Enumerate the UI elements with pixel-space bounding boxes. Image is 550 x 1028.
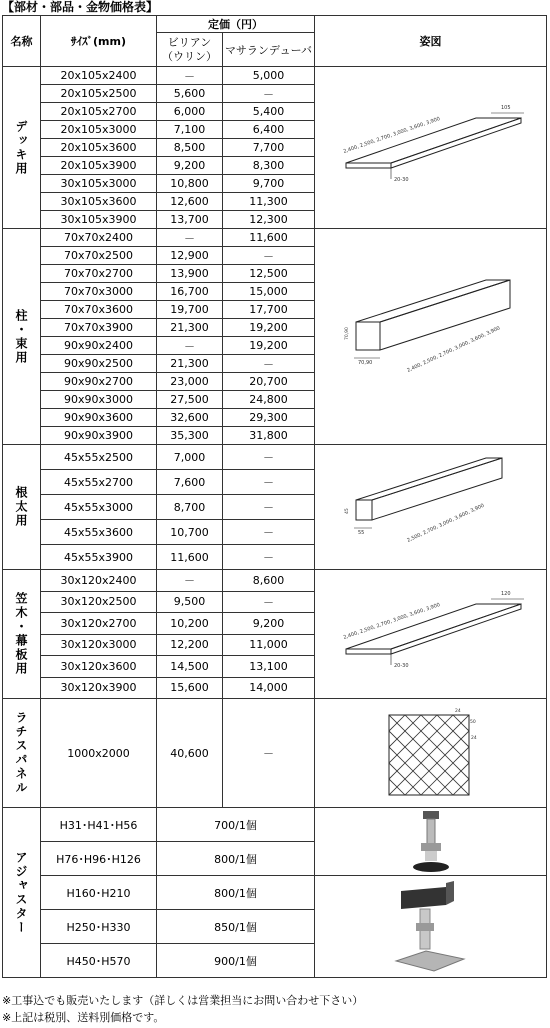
thickness-label: 20-30	[393, 176, 409, 183]
lattice-slats	[381, 715, 481, 795]
figure-cell	[315, 229, 547, 445]
size-cell: 30x105x3000	[41, 175, 157, 193]
adjuster-base	[413, 862, 449, 872]
size-cell: 70x70x3600	[41, 301, 157, 319]
dim-label-1: 24	[454, 709, 461, 714]
header-col-a-line1: ビリアン	[167, 35, 212, 49]
price-ulin-cell: 21,300	[157, 355, 223, 373]
group-name: 笠木・幕板用	[14, 592, 28, 676]
table-row	[3, 229, 547, 247]
dim-label-2: 50	[469, 720, 476, 725]
header-col-b: マサランデューバ	[223, 33, 315, 67]
figure-cell	[315, 699, 547, 808]
size-cell: 30x120x3900	[41, 677, 157, 699]
price-massaranduba-cell: －	[223, 591, 315, 613]
adjuster-shaft	[427, 819, 435, 845]
price-massaranduba-cell: －	[223, 355, 315, 373]
size-cell: H76･H96･H126	[41, 842, 157, 876]
height-label: 45	[344, 507, 350, 514]
price-massaranduba-cell: 9,200	[223, 613, 315, 635]
height-label: 70,90	[344, 326, 350, 340]
size-cell: 90x90x2700	[41, 373, 157, 391]
size-cell: 70x70x3000	[41, 283, 157, 301]
size-cell: 20x105x3600	[41, 139, 157, 157]
group-name-cell	[3, 808, 41, 978]
lumber-front-face	[356, 500, 372, 520]
price-massaranduba-cell: 8,600	[223, 570, 315, 592]
group-name: アジャスター	[14, 850, 28, 935]
size-cell: 30x105x3600	[41, 193, 157, 211]
price-massaranduba-cell: －	[223, 545, 315, 570]
size-cell: 30x120x2500	[41, 591, 157, 613]
note-1: ※工事込でも販売いたします（詳しくは営業担当にお問い合わせ下さい）	[2, 994, 364, 1007]
unit-price-cell: 700/1個	[157, 808, 315, 842]
unit-price-cell: 800/1個	[157, 876, 315, 910]
size-cell: 70x70x2400	[41, 229, 157, 247]
slat-a	[437, 715, 481, 795]
group-name-cell	[3, 570, 41, 699]
table-body	[3, 67, 547, 978]
unit-price-cell: 900/1個	[157, 944, 315, 978]
width-label: 120	[500, 591, 511, 597]
size-cell: 90x90x2400	[41, 337, 157, 355]
lumber-top-face	[356, 458, 502, 500]
price-table	[2, 15, 547, 978]
group-name: 柱・束用	[14, 308, 28, 365]
price-massaranduba-cell: 7,700	[223, 139, 315, 157]
price-massaranduba-cell: 14,000	[223, 677, 315, 699]
price-massaranduba-cell: 11,600	[223, 229, 315, 247]
price-ulin-cell: 8,700	[157, 495, 223, 520]
size-cell: 45x55x2500	[41, 445, 157, 470]
price-ulin-cell: 12,600	[157, 193, 223, 211]
size-cell: 70x70x2700	[41, 265, 157, 283]
size-cell: 1000x2000	[41, 699, 157, 808]
lattice-panel-figure	[381, 705, 481, 801]
price-ulin-cell: 27,500	[157, 391, 223, 409]
price-massaranduba-cell: 15,000	[223, 283, 315, 301]
adjuster-large-figure	[386, 879, 476, 975]
group-name-cell	[3, 229, 41, 445]
table-row	[3, 876, 547, 910]
dim-label-3: 24	[470, 736, 477, 741]
size-cell: 45x55x2700	[41, 470, 157, 495]
price-ulin-cell: 40,600	[157, 699, 223, 808]
size-cell: 20x105x2500	[41, 85, 157, 103]
price-massaranduba-cell: 29,300	[223, 409, 315, 427]
size-cell: 20x105x3900	[41, 157, 157, 175]
size-cell: 90x90x3600	[41, 409, 157, 427]
price-ulin-cell: 11,600	[157, 545, 223, 570]
price-massaranduba-cell: －	[223, 495, 315, 520]
table-row	[3, 808, 547, 842]
price-ulin-cell: 8,500	[157, 139, 223, 157]
price-ulin-cell: 12,200	[157, 634, 223, 656]
size-cell: 30x120x3600	[41, 656, 157, 678]
group-name-cell	[3, 445, 41, 570]
price-massaranduba-cell: －	[223, 247, 315, 265]
page-title: 【部材・部品・金物価格表】	[2, 0, 159, 14]
adjuster-top-bracket	[401, 887, 446, 909]
table-row	[3, 699, 547, 808]
group-name-cell	[3, 67, 41, 229]
size-cell: 90x90x2500	[41, 355, 157, 373]
header-size: ｻｲｽﾞ(mm)	[41, 16, 157, 67]
header-col-a-line2: （ウリン）	[162, 49, 217, 63]
price-massaranduba-cell: 9,700	[223, 175, 315, 193]
price-ulin-cell: －	[157, 337, 223, 355]
size-cell: 70x70x2500	[41, 247, 157, 265]
width-label: 105	[500, 104, 511, 111]
size-cell: 45x55x3000	[41, 495, 157, 520]
length-label: 2,400, 2,500, 2,700, 3,000, 3,600, 3,900	[342, 602, 441, 641]
price-ulin-cell: 7,100	[157, 121, 223, 139]
joist-figure	[326, 455, 536, 560]
price-massaranduba-cell: 20,700	[223, 373, 315, 391]
figure-cell	[315, 445, 547, 570]
board-front-face	[346, 649, 391, 654]
price-ulin-cell: 6,000	[157, 103, 223, 121]
price-ulin-cell: 23,000	[157, 373, 223, 391]
price-massaranduba-cell: 12,500	[223, 265, 315, 283]
size-cell: 20x105x3000	[41, 121, 157, 139]
adjuster-small-figure	[401, 809, 461, 875]
lumber-side-face	[380, 280, 510, 350]
price-ulin-cell: 14,500	[157, 656, 223, 678]
table-row	[3, 67, 547, 85]
table-row	[3, 570, 547, 592]
slat-b	[437, 715, 481, 795]
slat-b	[469, 715, 481, 795]
slat-a	[405, 715, 481, 795]
rail-board-figure	[326, 579, 536, 689]
unit-price-cell: 850/1個	[157, 910, 315, 944]
header-price: 定価（円）	[157, 16, 315, 33]
adjuster-base-plate	[396, 951, 464, 971]
price-ulin-cell: 7,600	[157, 470, 223, 495]
price-massaranduba-cell: 8,300	[223, 157, 315, 175]
slat-b	[381, 715, 389, 795]
price-ulin-cell: 10,700	[157, 520, 223, 545]
price-massaranduba-cell: －	[223, 699, 315, 808]
price-ulin-cell: －	[157, 67, 223, 85]
price-ulin-cell: 12,900	[157, 247, 223, 265]
price-ulin-cell: 5,600	[157, 85, 223, 103]
price-ulin-cell: 9,500	[157, 591, 223, 613]
price-ulin-cell: 35,300	[157, 427, 223, 445]
price-massaranduba-cell: 12,300	[223, 211, 315, 229]
price-massaranduba-cell: －	[223, 520, 315, 545]
adjuster-nut	[421, 843, 441, 851]
size-cell: 45x55x3900	[41, 545, 157, 570]
figure-cell	[315, 876, 547, 978]
figure-cell	[315, 808, 547, 876]
adjuster-top-nut	[423, 811, 439, 819]
size-cell: 30x105x3900	[41, 211, 157, 229]
price-massaranduba-cell: －	[223, 445, 315, 470]
figure-cell	[315, 570, 547, 699]
size-cell: H450･H570	[41, 944, 157, 978]
price-ulin-cell: 16,700	[157, 283, 223, 301]
post-figure	[326, 272, 536, 402]
price-ulin-cell: 9,200	[157, 157, 223, 175]
figure-cell	[315, 67, 547, 229]
deck-board-figure	[326, 93, 536, 203]
price-ulin-cell: 32,600	[157, 409, 223, 427]
price-massaranduba-cell: 24,800	[223, 391, 315, 409]
length-label: 2,500, 2,700, 3,000, 3,600, 3,900	[405, 502, 485, 544]
price-massaranduba-cell: 17,700	[223, 301, 315, 319]
adjuster-top-wall	[446, 881, 454, 905]
price-ulin-cell: －	[157, 229, 223, 247]
header-name: 名称	[3, 16, 41, 67]
slat-a	[421, 715, 481, 795]
adjuster-body	[425, 851, 437, 861]
length-label: 2,400, 2,500, 2,700, 3,000, 3,600, 3,900	[342, 115, 441, 155]
notes	[2, 992, 363, 1026]
price-massaranduba-cell: －	[223, 470, 315, 495]
size-cell: 30x120x2700	[41, 613, 157, 635]
price-ulin-cell: －	[157, 570, 223, 592]
board-front-face	[346, 163, 391, 168]
unit-price-cell: 800/1個	[157, 842, 315, 876]
size-cell: H31･H41･H56	[41, 808, 157, 842]
slat-a	[469, 715, 481, 795]
width-label: 70,90	[357, 359, 372, 366]
slat-b	[421, 715, 481, 795]
size-cell: 30x120x3000	[41, 634, 157, 656]
adjuster-nut	[416, 923, 434, 931]
price-ulin-cell: 10,800	[157, 175, 223, 193]
price-massaranduba-cell: 5,000	[223, 67, 315, 85]
size-cell: 90x90x3000	[41, 391, 157, 409]
width-label: 55	[357, 529, 364, 536]
length-label: 2,400, 2,500, 2,700, 3,000, 3,600, 3,900	[405, 324, 501, 374]
size-cell: 70x70x3900	[41, 319, 157, 337]
price-massaranduba-cell: 19,200	[223, 337, 315, 355]
thickness-label: 20-30	[393, 663, 409, 669]
size-cell: 90x90x3900	[41, 427, 157, 445]
slat-b	[405, 715, 481, 795]
price-massaranduba-cell: 31,800	[223, 427, 315, 445]
price-ulin-cell: 10,200	[157, 613, 223, 635]
price-ulin-cell: 13,700	[157, 211, 223, 229]
header-figure: 姿図	[315, 16, 547, 67]
group-name: ラチスパネル	[14, 711, 28, 795]
slat-a	[381, 715, 389, 795]
price-massaranduba-cell: 11,300	[223, 193, 315, 211]
price-ulin-cell: 7,000	[157, 445, 223, 470]
size-cell: 30x120x2400	[41, 570, 157, 592]
table-row	[3, 445, 547, 470]
price-massaranduba-cell: 5,400	[223, 103, 315, 121]
size-cell: 20x105x2700	[41, 103, 157, 121]
size-cell: H160･H210	[41, 876, 157, 910]
group-name: 根太用	[14, 486, 28, 528]
group-name: デッキ用	[14, 119, 28, 176]
size-cell: H250･H330	[41, 910, 157, 944]
size-cell: 20x105x2400	[41, 67, 157, 85]
header-col-a	[157, 33, 223, 67]
price-massaranduba-cell: －	[223, 85, 315, 103]
price-ulin-cell: 21,300	[157, 319, 223, 337]
price-ulin-cell: 19,700	[157, 301, 223, 319]
note-2: ※上記は税別、送料別価格です。	[2, 1011, 165, 1024]
size-cell: 45x55x3600	[41, 520, 157, 545]
price-massaranduba-cell: 13,100	[223, 656, 315, 678]
price-massaranduba-cell: 19,200	[223, 319, 315, 337]
price-ulin-cell: 15,600	[157, 677, 223, 699]
group-name-cell	[3, 699, 41, 808]
lumber-front-face	[356, 322, 380, 350]
price-ulin-cell: 13,900	[157, 265, 223, 283]
price-massaranduba-cell: 11,000	[223, 634, 315, 656]
price-massaranduba-cell: 6,400	[223, 121, 315, 139]
